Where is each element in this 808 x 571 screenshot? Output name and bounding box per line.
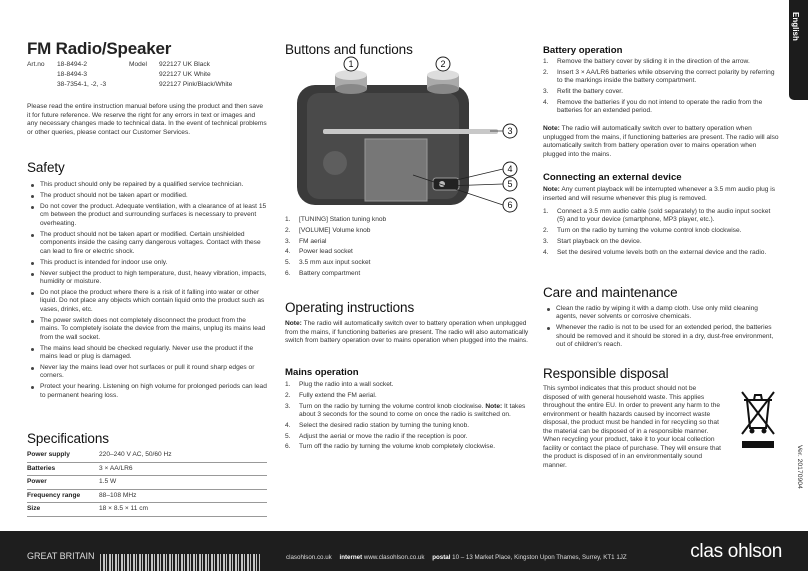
specifications-heading: Specifications <box>27 431 109 446</box>
list-item: 3. Start playback on the device. <box>543 238 642 245</box>
list-item: 6. Turn off the radio by turning the volume knob completely clockwise. <box>285 443 496 451</box>
list-item: Never subject the product to high temperature, dust, heavy vibration, impacts, humidity or moisture. <box>40 269 267 286</box>
tuning-knob <box>335 70 367 94</box>
list-item: Protect your hearing. Listening on high volume for prolonged periods can lead to permanent hearing loss. <box>40 383 267 399</box>
art-number: 38-7354-1, -2, -3 <box>57 80 107 88</box>
list-item: 3. FM aerial <box>285 237 327 245</box>
callout-5-label: 5 <box>507 179 513 189</box>
brand-logo: clas ohlson <box>690 541 782 562</box>
battery-note: Note: The radio will automatically switch over to battery operation when unplugged from the mains, if functioning batteries are present. The radio will also automatically switch from battery operation over to mains operation when plugged into the mains. <box>543 125 779 158</box>
list-item: The product should not be taken apart or modified. Certain unshielded components inside the casing carry dangerous voltages. Contact with these can lead to fire or electric shock. <box>40 231 267 256</box>
list-item: Do not place the product where there is a risk of it falling into water or other liquid. Do not place any objects which contain liquid onto the product such as vases, drinks, etc. <box>40 289 267 314</box>
contact-info: clasohlson.co.uk internet www.clasohlson.co.uk postal 10 – 13 Market Place, Kingston Upon Thames, Surrey, KT1 1JZ <box>286 554 627 561</box>
list-item: The mains lead should be checked regularly. Never use the product if the mains lead or plug is damaged. <box>40 345 267 362</box>
model-name: 922127 UK Black <box>159 61 210 68</box>
list-item: The product should not be taken apart or modified. <box>40 192 267 200</box>
table-row: Power 1.5 W <box>27 476 267 490</box>
weee-bin-icon <box>738 388 778 452</box>
list-item: Whenever the radio is not to be used for an extended period, the batteries should be removed and it should be stored in a dry, dust-free environment, out of children's reach. <box>556 324 779 349</box>
volume-knob <box>427 70 459 94</box>
list-item: 5. 3.5 mm aux input socket <box>285 259 371 267</box>
art-number: 18-8494-2 <box>57 61 88 68</box>
list-item: 6. Battery compartment <box>285 269 361 277</box>
operating-heading: Operating instructions <box>285 300 415 315</box>
fm-aerial <box>323 129 498 134</box>
speaker-grille <box>323 151 347 175</box>
care-heading: Care and maintenance <box>543 285 678 300</box>
battery-steps <box>543 58 779 116</box>
table-row: Size 18 × 8.5 × 11 cm <box>27 503 267 517</box>
list-item: 2. Turn on the radio by turning the volume control knob clockwise. <box>543 227 742 235</box>
list-item: 1. [TUNING] Station tuning knob <box>285 216 387 223</box>
version-label: Ver. 20170904 <box>796 445 803 489</box>
art-label: Art.no <box>27 61 45 68</box>
operating-note: Note: The radio will automatically switch over to battery operation when unplugged from the mains, if functioning batteries are present. The radio will also automatically switch from battery operation over to mains operation when plugged into the mains. <box>285 320 529 344</box>
list-item: 4. Set the desired volume levels both on the external device and the radio. <box>543 248 767 256</box>
mains-steps <box>285 381 530 452</box>
page-title: FM Radio/Speaker <box>27 39 172 58</box>
art-number: 18-8494-3 <box>57 70 88 78</box>
table-row: Batteries 3 × AA/LR6 <box>27 462 267 476</box>
radio-illustration <box>285 55 525 213</box>
safety-heading: Safety <box>27 160 65 175</box>
callout-4-label: 4 <box>507 164 513 174</box>
list-item: 4. Power lead socket <box>285 248 353 256</box>
list-item: 2. [VOLUME] Volume knob <box>285 226 371 234</box>
list-item: 5. Adjust the aerial or move the radio if the reception is poor. <box>285 432 468 440</box>
external-heading: Connecting an external device <box>543 172 682 183</box>
table-row: Power supply 220–240 V AC, 50/60 Hz <box>27 449 267 462</box>
buttons-list <box>285 216 530 278</box>
care-list <box>543 305 779 350</box>
list-item: 3. Turn on the radio by turning the volume control knob clockwise. Note: It takes about 3 seconds for the sound to come on once the radio is switched on. <box>285 402 526 418</box>
language-label: English <box>791 12 800 41</box>
list-item: 1. Remove the battery cover by sliding it in the direction of the arrow. <box>543 58 750 65</box>
list-item: 1. Plug the radio into a wall socket. <box>285 381 394 388</box>
callout-1-label: 1 <box>348 59 354 69</box>
callout-3-label: 3 <box>507 126 513 136</box>
external-note: Note: Any current playback will be interrupted whenever a 3.5 mm audio plug is inserted and will resume whenever this plug is removed. <box>543 186 776 202</box>
mains-heading: Mains operation <box>285 367 359 378</box>
list-item: Do not cover the product. Adequate ventilation, with a clearance of at least 15 cm between the product and surrounding surfaces is necessary to prevent overheating. <box>40 203 267 227</box>
list-item: The power switch does not completely disconnect the product from the mains. To completely isolate the device from the mains, unplug its mains lead from the wall socket. <box>40 316 266 341</box>
disposal-heading: Responsible disposal <box>543 366 669 381</box>
model-label: Model <box>129 61 147 68</box>
barcode-strip <box>100 554 260 571</box>
external-steps <box>543 208 779 257</box>
website-link[interactable]: www.clasohlson.co.uk <box>363 554 425 561</box>
battery-heading: Battery operation <box>543 45 623 56</box>
buttons-heading: Buttons and functions <box>285 42 413 57</box>
callout-6-label: 6 <box>507 200 513 210</box>
footer-bar <box>0 531 808 571</box>
table-row: Frequency range 88–108 MHz <box>27 489 267 503</box>
article-numbers <box>27 61 267 91</box>
battery-compartment <box>365 139 427 201</box>
list-item: This product should only be repaired by a qualified service technician. <box>40 181 267 189</box>
specifications-table <box>27 449 267 517</box>
list-item: 3. Refit the battery cover. <box>543 88 623 95</box>
list-item: 4. Select the desired radio station by turning the tuning knob. <box>285 421 470 429</box>
list-item: Never lay the mains lead over hot surfaces or pull it round sharp edges or corners. <box>40 364 267 381</box>
list-item: 4. Remove the batteries if you do not intend to operate the radio from the batteries for an extended period. <box>543 98 763 115</box>
callout-2-label: 2 <box>440 59 446 69</box>
list-item: 1. Connect a 3.5 mm audio cable (sold separately) to the audio input socket (5) and to your device (smartphone, MP3 player, etc.). <box>543 208 771 224</box>
model-name: 922127 Pink/Black/White <box>159 80 233 88</box>
model-name: 922127 UK White <box>159 70 211 78</box>
power-socket <box>433 178 459 190</box>
list-item: This product is intended for indoor use only. <box>40 259 267 267</box>
safety-list <box>27 181 267 400</box>
language-tab <box>789 0 808 100</box>
list-item: 2. Fully extend the FM aerial. <box>285 391 377 399</box>
intro-paragraph: Please read the entire instruction manual before using the product and then save it for future reference. We reserve the right for any errors in text or images and any necessary changes made to technical data. In the event of technical problems or other queries, please contact our Customer Services. <box>27 103 267 136</box>
list-item: 2. Insert 3 × AA/LR6 batteries while observing the correct polarity by referring to the markings inside the battery compartment. <box>543 68 775 85</box>
disposal-text: This symbol indicates that this product should not be disposed of with general household waste. This applies throughout the entire EU. In order to prevent any harm to the environment or health hazards caused by incorrect waste disposal, the product must be handed in for recycling so that the material can be disposed of in a responsible manner. When recycling your product, take it to your local collection facility or contact the place of purchase. They will ensure that the product is disposed of in an environmentally sound manner. <box>543 385 722 469</box>
region-label: GREAT BRITAIN <box>27 551 95 561</box>
list-item: Clean the radio by wiping it with a damp cloth. Use only mild cleaning agents, never solvents or corrosive chemicals. <box>556 305 779 322</box>
